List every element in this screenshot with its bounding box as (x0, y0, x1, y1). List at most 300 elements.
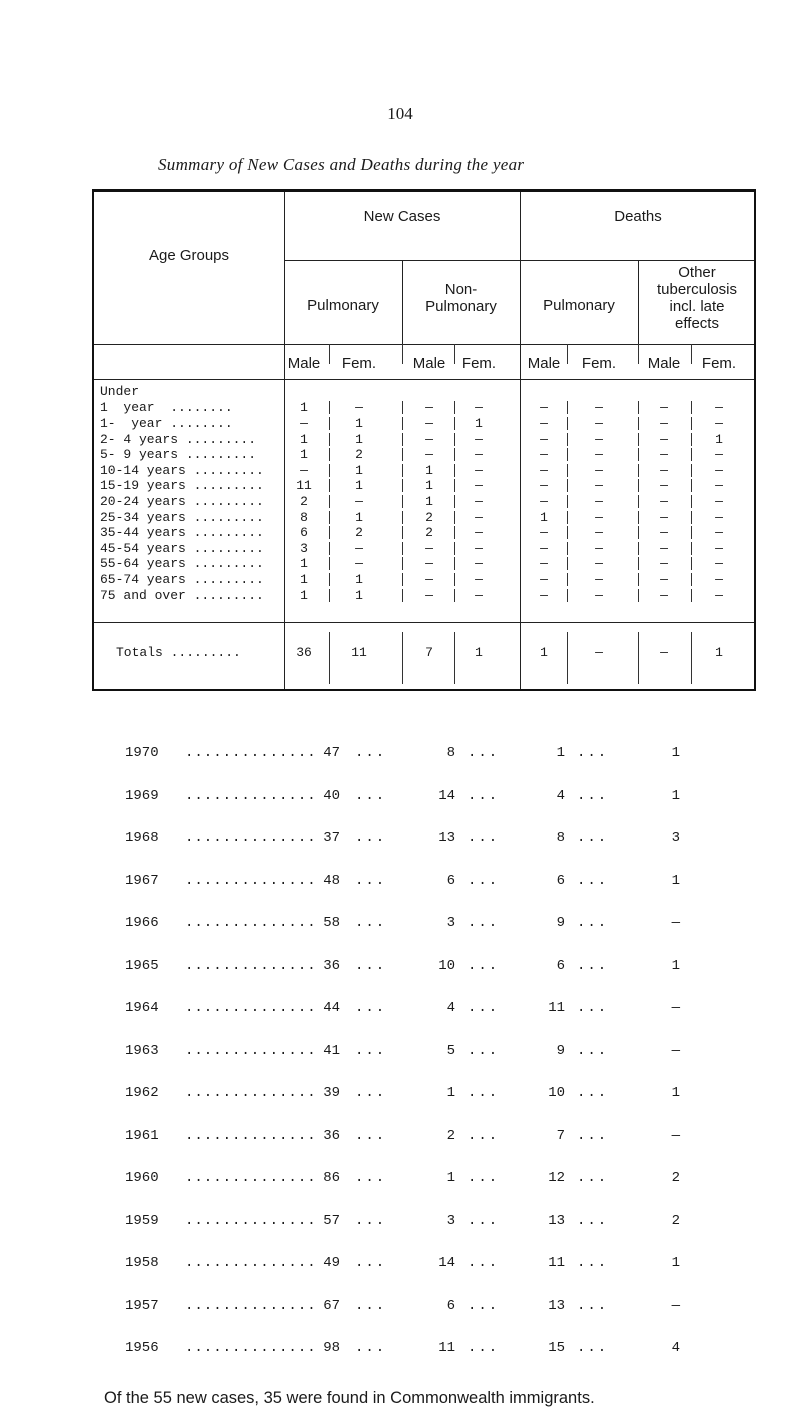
history-row (0, 1170, 800, 1190)
table-cell: 1 (425, 494, 433, 509)
column-tick (329, 526, 330, 539)
table-cell: — (540, 463, 548, 478)
column-tick (567, 589, 568, 602)
table-cell: — (475, 432, 483, 447)
table-cell: 1 (355, 463, 363, 478)
history-value: 2 (446, 1127, 455, 1144)
totals-cell: 36 (296, 645, 312, 660)
table-cell: — (475, 510, 483, 525)
history-value: 8 (446, 745, 455, 761)
sub-header-fem: Fem. (461, 355, 497, 372)
column-tick (402, 417, 403, 430)
table-cell: — (595, 510, 603, 525)
table-cell: — (595, 494, 603, 509)
history-leader: .............. (185, 915, 317, 931)
table-cell: — (660, 400, 668, 415)
column-tick (454, 542, 455, 555)
history-separator: ... (355, 872, 387, 889)
column-tick (402, 511, 403, 524)
age-groups-header: Age Groups (148, 247, 230, 264)
sub-header-fem: Fem. (701, 355, 737, 372)
table-cell: 1 (355, 432, 363, 447)
table-cell: — (425, 416, 433, 431)
column-tick (638, 573, 639, 586)
table-cell: — (715, 478, 723, 493)
table-cell: — (475, 447, 483, 462)
column-tick (329, 542, 330, 555)
totals-cell: 1 (475, 645, 483, 660)
column-tick (402, 479, 403, 492)
history-leader: .............. (185, 1127, 317, 1144)
table-cell: — (715, 463, 723, 478)
totals-cell: 1 (540, 645, 548, 660)
column-tick (567, 632, 568, 684)
divider (638, 260, 639, 344)
column-tick (454, 511, 455, 524)
table-cell: — (715, 572, 723, 587)
column-tick (691, 401, 692, 414)
table-cell: 1 (300, 588, 308, 603)
table-cell: — (595, 416, 603, 431)
history-value: 10 (438, 957, 455, 974)
history-value: 14 (438, 1255, 455, 1271)
under-label: Under (100, 384, 140, 399)
column-tick (567, 511, 568, 524)
history-row (0, 958, 800, 978)
non-pulmonary-line-1: Non- (444, 281, 478, 298)
history-separator: ... (468, 957, 500, 974)
history-separator: ... (577, 1085, 609, 1101)
table-cell: — (660, 494, 668, 509)
table-cell: — (475, 478, 483, 493)
column-tick (454, 464, 455, 477)
history-value: 44 (323, 1000, 340, 1016)
history-value: 1 (671, 1085, 680, 1101)
table-cell: — (715, 416, 723, 431)
history-separator: ... (355, 745, 387, 761)
table-cell: 1 (425, 478, 433, 493)
history-value: 2 (671, 1212, 680, 1229)
history-value: 11 (548, 1255, 565, 1271)
history-leader: .............. (185, 957, 317, 974)
column-tick (691, 344, 692, 364)
column-tick (454, 401, 455, 414)
table-cell: — (425, 572, 433, 587)
column-tick (638, 479, 639, 492)
table-cell: 1 (715, 432, 723, 447)
history-year: 1966 (125, 915, 159, 931)
table-cell: — (425, 432, 433, 447)
column-tick (638, 433, 639, 446)
column-tick (638, 542, 639, 555)
column-tick (638, 417, 639, 430)
column-tick (567, 344, 568, 364)
history-value: 3 (446, 915, 455, 931)
table-cell: — (595, 432, 603, 447)
history-row (0, 1340, 800, 1360)
history-year: 1965 (125, 957, 159, 974)
table-cell: — (715, 494, 723, 509)
column-tick (567, 557, 568, 570)
history-value: 6 (446, 1297, 455, 1314)
column-tick (691, 557, 692, 570)
history-year: 1958 (125, 1255, 159, 1271)
history-value: — (671, 1127, 680, 1144)
table-cell: — (715, 525, 723, 540)
column-tick (329, 464, 330, 477)
age-group-label: 10-14 years ......... (100, 463, 264, 478)
history-leader: .............. (185, 1212, 317, 1229)
history-separator: ... (355, 1127, 387, 1144)
history-year: 1960 (125, 1170, 159, 1186)
history-leader: .............. (185, 1297, 317, 1314)
table-cell: — (715, 541, 723, 556)
column-tick (638, 589, 639, 602)
column-tick (638, 511, 639, 524)
table-cell: 1 (300, 400, 308, 415)
table-cell: — (540, 588, 548, 603)
other-tb-line-4: effects (675, 315, 719, 332)
history-value: 6 (556, 872, 565, 889)
table-cell: — (540, 432, 548, 447)
history-leader: .............. (185, 1000, 317, 1016)
column-tick (329, 495, 330, 508)
column-tick (691, 542, 692, 555)
column-tick (691, 495, 692, 508)
history-value: 13 (548, 1212, 565, 1229)
history-value: 58 (323, 915, 340, 931)
table-cell: 1 (300, 556, 308, 571)
history-separator: ... (577, 1042, 609, 1059)
column-tick (402, 526, 403, 539)
table-cell: — (595, 541, 603, 556)
table-cell: — (540, 478, 548, 493)
history-row (0, 788, 800, 808)
history-separator: ... (355, 915, 387, 931)
sub-header-male: Male (412, 355, 446, 372)
history-separator: ... (355, 830, 387, 846)
column-tick (454, 344, 455, 364)
history-separator: ... (468, 1170, 500, 1186)
column-tick (691, 448, 692, 461)
table-cell: — (715, 588, 723, 603)
history-value: 86 (323, 1170, 340, 1186)
history-year: 1959 (125, 1212, 159, 1229)
column-tick (329, 589, 330, 602)
history-separator: ... (577, 787, 609, 804)
column-tick (638, 632, 639, 684)
history-leader: .............. (185, 1170, 317, 1186)
column-tick (691, 526, 692, 539)
history-value: 3 (446, 1212, 455, 1229)
column-tick (567, 448, 568, 461)
table-cell: 1 (355, 510, 363, 525)
table-cell: — (475, 572, 483, 587)
table-cell: 2 (425, 510, 433, 525)
history-value: 4 (446, 1000, 455, 1016)
column-tick (691, 589, 692, 602)
column-tick (567, 464, 568, 477)
column-tick (402, 344, 403, 364)
history-row (0, 915, 800, 935)
history-separator: ... (468, 1340, 500, 1356)
age-group-label: 20-24 years ......... (100, 494, 264, 509)
table-cell: 2 (355, 525, 363, 540)
column-tick (454, 589, 455, 602)
column-tick (402, 401, 403, 414)
column-tick (638, 344, 639, 364)
history-row (0, 1000, 800, 1020)
table-cell: — (595, 478, 603, 493)
history-separator: ... (355, 1255, 387, 1271)
history-value: 1 (446, 1170, 455, 1186)
history-value: 57 (323, 1212, 340, 1229)
history-value: 1 (556, 745, 565, 761)
history-value: 11 (438, 1340, 455, 1356)
table-cell: 1 (355, 572, 363, 587)
age-group-label: 35-44 years ......... (100, 525, 264, 540)
history-separator: ... (355, 1085, 387, 1101)
column-tick (638, 448, 639, 461)
column-tick (329, 433, 330, 446)
history-value: — (671, 1297, 680, 1314)
history-value: 13 (548, 1297, 565, 1314)
table-cell: — (475, 494, 483, 509)
non-pulmonary-header (402, 281, 520, 315)
history-value: 1 (671, 1255, 680, 1271)
table-cell: — (595, 572, 603, 587)
column-tick (691, 464, 692, 477)
history-separator: ... (468, 1255, 500, 1271)
table-cell: 1 (300, 432, 308, 447)
table-cell: — (595, 463, 603, 478)
history-row (0, 1043, 800, 1063)
history-separator: ... (355, 957, 387, 974)
sub-header-male: Male (287, 355, 321, 372)
history-separator: ... (577, 1000, 609, 1016)
table-cell: 1 (355, 588, 363, 603)
table-cell: — (475, 541, 483, 556)
table-cell: — (475, 525, 483, 540)
history-leader: .............. (185, 1255, 317, 1271)
table-cell: 1 (355, 416, 363, 431)
history-value: — (671, 915, 680, 931)
table-cell: — (595, 556, 603, 571)
history-value: 13 (438, 830, 455, 846)
column-tick (638, 464, 639, 477)
table-cell: — (660, 525, 668, 540)
table-cell: — (660, 556, 668, 571)
non-pulmonary-line-2: Pulmonary (425, 298, 497, 315)
history-separator: ... (468, 915, 500, 931)
history-value: 1 (671, 957, 680, 974)
column-tick (454, 448, 455, 461)
table-cell: — (715, 510, 723, 525)
history-separator: ... (468, 1212, 500, 1229)
table-cell: — (475, 400, 483, 415)
column-tick (454, 417, 455, 430)
history-year: 1964 (125, 1000, 159, 1016)
history-value: 40 (323, 787, 340, 804)
history-value: 11 (548, 1000, 565, 1016)
table-cell: — (595, 525, 603, 540)
history-year: 1968 (125, 830, 159, 846)
history-value: 9 (556, 915, 565, 931)
column-tick (402, 589, 403, 602)
history-value: 14 (438, 787, 455, 804)
history-leader: .............. (185, 1340, 317, 1356)
new-cases-header: New Cases (363, 208, 441, 225)
table-cell: — (475, 463, 483, 478)
history-separator: ... (355, 1042, 387, 1059)
table-cell: 2 (355, 447, 363, 462)
column-tick (567, 573, 568, 586)
totals-cell: — (660, 645, 668, 660)
age-group-label: 25-34 years ......... (100, 510, 264, 525)
other-tb-line-1: Other (678, 264, 716, 281)
totals-cell: 1 (715, 645, 723, 660)
table-cell: — (540, 400, 548, 415)
history-separator: ... (577, 1297, 609, 1314)
history-separator: ... (468, 872, 500, 889)
column-tick (567, 433, 568, 446)
history-value: 6 (556, 957, 565, 974)
age-group-label: 55-64 years ......... (100, 556, 264, 571)
table-cell: 1 (425, 463, 433, 478)
totals-cell: 7 (425, 645, 433, 660)
table-cell: 2 (300, 494, 308, 509)
table-cell: — (425, 541, 433, 556)
divider (520, 192, 521, 689)
age-group-label: 1- year ........ (100, 416, 233, 431)
column-tick (402, 448, 403, 461)
sub-header-male: Male (527, 355, 561, 372)
column-tick (638, 526, 639, 539)
column-tick (329, 632, 330, 684)
history-value: 12 (548, 1170, 565, 1186)
table-cell: — (475, 556, 483, 571)
table-cell: — (540, 494, 548, 509)
column-tick (402, 433, 403, 446)
history-row (0, 745, 800, 765)
table-cell: — (660, 447, 668, 462)
table-cell: 1 (300, 447, 308, 462)
history-separator: ... (577, 830, 609, 846)
history-row (0, 1213, 800, 1233)
column-tick (454, 632, 455, 684)
column-tick (329, 511, 330, 524)
other-tb-header (638, 264, 756, 332)
history-year: 1956 (125, 1340, 159, 1356)
summary-table (92, 189, 756, 691)
history-value: 7 (556, 1127, 565, 1144)
column-tick (402, 557, 403, 570)
column-tick (454, 433, 455, 446)
history-value: 8 (556, 830, 565, 846)
age-group-label: 2- 4 years ......... (100, 432, 257, 447)
column-tick (402, 542, 403, 555)
history-separator: ... (468, 1297, 500, 1314)
history-separator: ... (468, 1085, 500, 1101)
table-cell: 1 (475, 416, 483, 431)
history-leader: .............. (185, 1042, 317, 1059)
history-value: 48 (323, 872, 340, 889)
table-cell: — (475, 588, 483, 603)
column-tick (638, 495, 639, 508)
sub-header-fem: Fem. (341, 355, 377, 372)
history-value: 39 (323, 1085, 340, 1101)
divider (94, 379, 754, 380)
table-cell: — (355, 541, 363, 556)
totals-cell: — (595, 645, 603, 660)
column-tick (454, 573, 455, 586)
table-cell: — (425, 588, 433, 603)
history-year: 1957 (125, 1297, 159, 1314)
column-tick (329, 557, 330, 570)
table-cell: 1 (300, 572, 308, 587)
column-tick (329, 479, 330, 492)
table-cell: — (540, 447, 548, 462)
table-cell: — (660, 478, 668, 493)
history-row (0, 873, 800, 893)
table-cell: 3 (300, 541, 308, 556)
history-separator: ... (577, 872, 609, 889)
table-cell: — (660, 510, 668, 525)
history-value: 6 (446, 872, 455, 889)
history-separator: ... (355, 1340, 387, 1356)
column-tick (402, 632, 403, 684)
history-value: 15 (548, 1340, 565, 1356)
history-row (0, 1298, 800, 1318)
history-year: 1970 (125, 745, 159, 761)
age-group-label: 65-74 years ......... (100, 572, 264, 587)
column-tick (454, 479, 455, 492)
deaths-pulmonary-header: Pulmonary (543, 297, 615, 314)
pulmonary-header: Pulmonary (307, 297, 379, 314)
history-separator: ... (577, 1170, 609, 1186)
history-value: 2 (671, 1170, 680, 1186)
column-tick (691, 417, 692, 430)
column-tick (402, 464, 403, 477)
table-cell: — (660, 541, 668, 556)
history-separator: ... (577, 915, 609, 931)
history-value: 41 (323, 1042, 340, 1059)
history-leader: .............. (185, 872, 317, 889)
table-cell: 1 (355, 478, 363, 493)
column-tick (567, 479, 568, 492)
footnote: Of the 55 new cases, 35 were found in Commonwealth immigrants. (104, 1389, 595, 1407)
sub-header-male: Male (647, 355, 681, 372)
age-group-label: 1 year ........ (100, 400, 233, 415)
column-tick (454, 526, 455, 539)
history-value: 4 (671, 1340, 680, 1356)
history-leader: .............. (185, 1085, 317, 1101)
page-number: 104 (387, 104, 413, 123)
table-cell: — (715, 556, 723, 571)
totals-label: Totals ......... (116, 645, 241, 660)
column-tick (329, 417, 330, 430)
history-separator: ... (355, 1297, 387, 1314)
divider (402, 260, 403, 344)
history-separator: ... (355, 787, 387, 804)
history-value: 36 (323, 1127, 340, 1144)
table-cell: — (540, 556, 548, 571)
history-value: 1 (671, 745, 680, 761)
history-separator: ... (577, 1340, 609, 1356)
table-cell: — (540, 541, 548, 556)
history-year: 1961 (125, 1127, 159, 1144)
history-year: 1963 (125, 1042, 159, 1059)
